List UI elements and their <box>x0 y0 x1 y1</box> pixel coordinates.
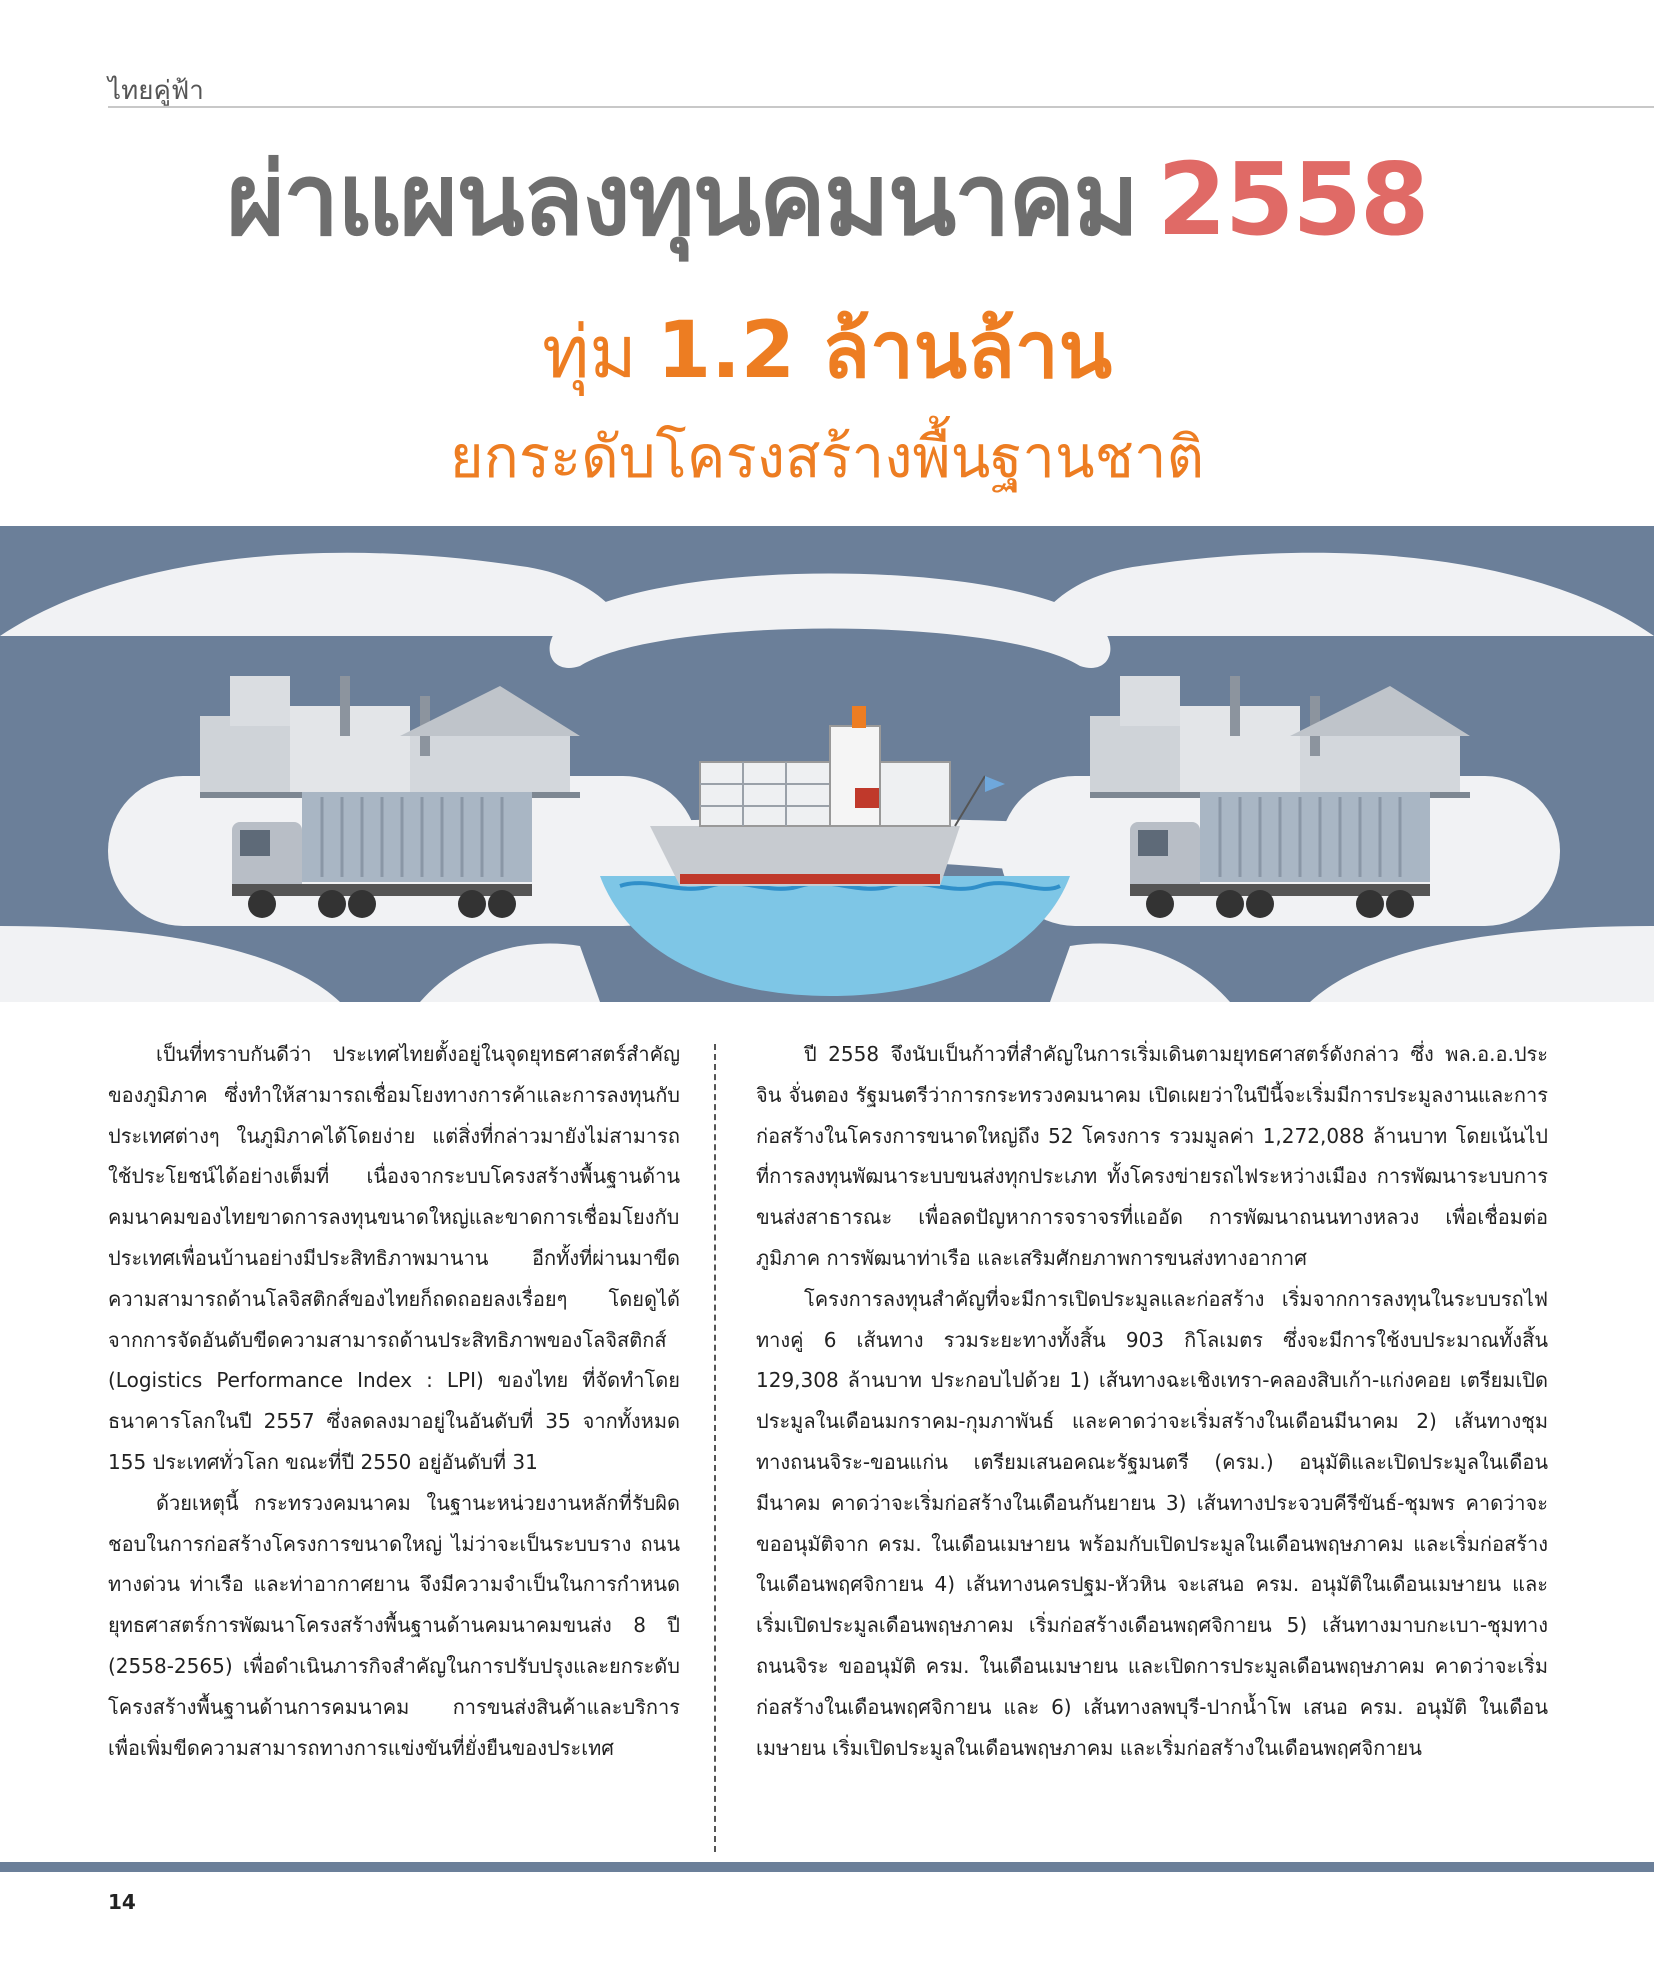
paragraph: โครงการลงทุนสำคัญที่จะมีการเปิดประมูลและก่อสร้าง เริ่มจากการลงทุนในระบบรถไฟทางคู่ 6 เส้นทาง รวมระยะทางทั้งสิ้น 903 กิโลเมตร ซึ่งจะมีการใช้งบประมาณทั้งสิ้น 129,308 ล้านบาท ประกอบไปด้วย 1) เส้นทางฉะเชิงเทรา-คลองสิบเก้า-แก่งคอย เตรียมเปิดประมูลในเดือนมกราคม-กุมภาพันธ์ และคาดว่าจะเริ่มสร้างในเดือนมีนาคม 2) เส้นทางชุมทางถนนจิระ-ขอนแก่น เตรียมเสนอคณะรัฐมนตรี (ครม.) อนุมัติและเปิดประมูลในเดือนมีนาคม คาดว่าจะเริ่มก่อสร้างในเดือนกันยายน 3) เส้นทางประจวบคีรีขันธ์-ชุมพร คาดว่าจะขออนุมัติจาก ครม. ในเดือนเมษายน พร้อมกับเปิดประมูลในเดือนพฤษภาคม และเริ่มก่อสร้างในเดือนพฤศจิกายน 4) เส้นทางนครปฐม-หัวหิน จะเสนอ ครม. อนุมัติในเดือนเมษายน และเริ่มเปิดประมูลเดือนพฤษภาคม เริ่มก่อสร้างเดือนพฤศจิกายน 5) เส้นทางมาบกะเบา-ชุมทางถนนจิระ ขออนุมัติ ครม. ในเดือนเมษายน และเปิดการประมูลเดือนพฤษภาคม คาดว่าจะเริ่มก่อสร้างในเดือนพฤศจิกายน และ 6) เส้นทางลพบุรี-ปากน้ำโพ เสนอ ครม. อนุมัติ ในเดือนเมษายน เริ่มเปิดประมูลในเดือนพฤษภาคม และเริ่มก่อสร้างในเดือนพฤศจิกายน <box>756 1286 1548 1760</box>
subheadline <box>0 306 1654 396</box>
paragraph: เป็นที่ทราบกันดีว่า ประเทศไทยตั้งอยู่ในจุดยุทธศาสตร์สำคัญของภูมิภาค ซึ่งทำให้สามารถเชื่อมโยงทางการค้าและการลงทุนกับประเทศต่างๆ ในภูมิภาคได้โดยง่าย แต่สิ่งที่กล่าวมายังไม่สามารถใช้ประโยชน์ได้อย่างเต็มที่ เนื่องจากระบบโครงสร้างพื้นฐานด้านคมนาคมของไทยขาดการลงทุนขนาดใหญ่และขาดการเชื่อมโยงกับประเทศเพื่อนบ้านอย่างมีประสิทธิภาพมานาน อีกทั้งที่ผ่านมาขีดความสามารถด้านโลจิสติกส์ของไทยก็ถดถอยลงเรื่อยๆ โดยดูได้จากการจัดอันดับขีดความสามารถด้านประสิทธิภาพของโลจิสติกส์ (Logistics Performance Index : LPI) ของไทย ที่จัดทำโดยธนาคารโลกในปี 2557 ซึ่งลดลงมาอยู่ในอันดับที่ 35 จากทั้งหมด 155 ประเทศทั่วโลก ขณะที่ปี 2550 อยู่อันดับที่ 31 <box>108 1042 680 1474</box>
headline <box>0 141 1654 258</box>
paragraph: ปี 2558 จึงนับเป็นก้าวที่สำคัญในการเริ่มเดินตามยุทธศาสตร์ดังกล่าว ซึ่ง พล.อ.อ.ประจิน จั่นตอง รัฐมนตรีว่าการกระทรวงคมนาคม เปิดเผยว่าในปีนี้จะเริ่มมีการประมูลงานและการก่อสร้างในโครงการขนาดใหญ่ถึง 52 โครงการ รวมมูลค่า 1,272,088 ล้านบาท โดยเน้นไปที่การลงทุนพัฒนาระบบขนส่งทุกประเภท ทั้งโครงข่ายรถไฟระหว่างเมือง การพัฒนาระบบการขนส่งสาธารณะ เพื่อลดปัญหาการจราจรที่แออัด การพัฒนาถนนทางหลวง เพื่อเชื่อมต่อภูมิภาค การพัฒนาท่าเรือ และเสริมศักยภาพการขนส่งทางอากาศ <box>756 1042 1548 1270</box>
article-right-column <box>756 1034 1548 1768</box>
headline-year: 2558 <box>1157 141 1428 258</box>
header-divider <box>108 106 1654 108</box>
paragraph: ด้วยเหตุนี้ กระทรวงคมนาคม ในฐานะหน่วยงานหลักที่รับผิดชอบในการก่อสร้างโครงการขนาดใหญ่ ไม่ว่าจะเป็นระบบราง ถนน ทางด่วน ท่าเรือ และท่าอากาศยาน จึงมีความจำเป็นในการกำหนดยุทธศาสตร์การพัฒนาโครงสร้างพื้นฐานด้านคมนาคมขนส่ง 8 ปี (2558-2565) เพื่อดำเนินภารกิจสำคัญในการปรับปรุงและยกระดับโครงสร้างพื้นฐานด้านการคมนาคม การขนส่งสินค้าและบริการ เพื่อเพิ่มขีดความสามารถทางการแข่งขันที่ยั่งยืนของประเทศ <box>108 1490 680 1760</box>
subheadline-prefix: ทุ่ม <box>541 310 637 394</box>
page-number: 14 <box>108 1890 136 1914</box>
logistics-illustration <box>0 526 1654 1002</box>
section-header-label: ไทยคู่ฟ้า <box>108 76 204 106</box>
subheadline-tagline: ยกระดับโครงสร้างพื้นฐานชาติ <box>449 423 1205 491</box>
subheadline-amount: 1.2 ล้านล้าน <box>656 306 1113 396</box>
footer-rule <box>0 1862 1654 1872</box>
headline-text: ผ่าแผนลงทุนคมนาคม <box>226 141 1138 258</box>
column-divider <box>714 1044 716 1852</box>
article-left-column <box>108 1034 680 1768</box>
